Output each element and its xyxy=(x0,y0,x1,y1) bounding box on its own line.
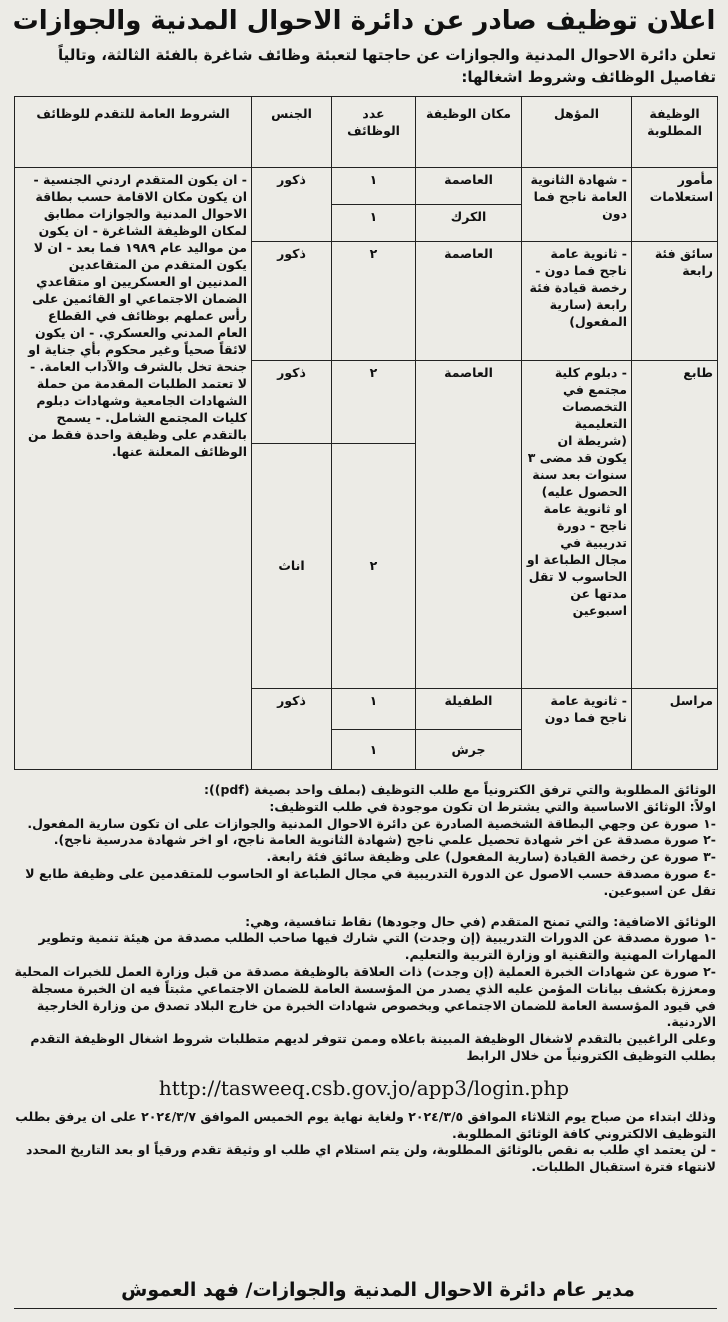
documents-section xyxy=(12,782,716,1176)
job-location: العاصمة xyxy=(416,360,522,688)
header-job: الوظيفة المطلوبة xyxy=(632,97,718,168)
header-qualification: المؤهل xyxy=(522,97,632,168)
job-qualification: - شهادة الثانوية العامة ناجح فما دون xyxy=(522,167,632,242)
job-count: ٢ xyxy=(332,242,416,361)
list-item: -٢ صورة مصدقة عن اخر شهادة تحصيل علمي ناجح (شهادة الثانوية العامة ناجح، او اخر شهادة مدرسية ناجح). xyxy=(53,832,716,848)
header-gender: الجنس xyxy=(252,97,332,168)
header-location: مكان الوظيفة xyxy=(416,97,522,168)
job-title: مراسل xyxy=(632,689,718,770)
job-gender: ذكور xyxy=(252,360,332,443)
job-count: ٢ xyxy=(332,443,416,689)
application-link[interactable]: http://tasweeq.csb.gov.jo/app3/login.php xyxy=(158,1075,570,1100)
header-conditions: الشروط العامة للتقدم للوظائف xyxy=(15,97,252,168)
incomplete-note: - لن يعتمد اي طلب به نقص بالوثائق المطلوبة، ولن يتم استلام اي طلب او وثيقة تقدم ورقياً او بعد التاريخ المحدد لانتهاء فترة استقبال الطلبات. xyxy=(25,1142,716,1175)
signature: مدير عام دائرة الاحوال المدنية والجوازات/ فهد العموش xyxy=(121,1279,635,1301)
application-dates: وذلك ابتداء من صباح يوم الثلاثاء الموافق ٢٠٢٤/٣/٥ ولغاية نهاية يوم الخميس الموافق ٢٠٢٤/٣/٧ على ان يرفق بطلب التوظيف الالكتروني كافة الوثائق المطلوبة. xyxy=(15,1108,716,1141)
job-gender: ذكور xyxy=(252,689,332,770)
job-gender: ذكور xyxy=(252,242,332,361)
jobs-table xyxy=(14,96,718,770)
general-conditions: - ان يكون المتقدم اردني الجنسية - ان يكون مكان الاقامة حسب بطاقة الاحوال المدنية والجوازات مطابق لمكان الوظيفة الشاغرة - ان يكون من مواليد عام ١٩٨٩ فما بعد - ان لا يكون المتقدم من المتقاعدين المدنيين او العسكريين او متقاعدي الضمان الاجتماعي او القائمين على رأس عملهم بوظائف في القطاع العام المدني والعسكري. - ان يكون لائقاً صحياً وغير محكوم بأي جناية او جنحة تخل بالشرف والآداب العامة. - لا تعتمد الطلبات المقدمة من حملة الشهادات الجامعية وشهادات دبلوم كليات المجتمع الشامل. - يسمح بالتقدم على وظيفة واحدة فقط من الوظائف المعلنة عنها. xyxy=(15,167,252,769)
list-item: -١ صورة مصدقة عن الدورات التدريبية (إن وجدت) التي شارك فيها صاحب الطلب مصدقة من هيئة تنمية وتطوير المهارات المهنية والتقنية او وزارة التربية والتعليم. xyxy=(38,930,716,963)
intro-paragraph: تعلن دائرة الاحوال المدنية والجوازات عن حاجتها لتعبئة وظائف شاغرة بالفئة الثالثة، وتالياً تفاصيل الوظائف وشروط اشغالها: xyxy=(58,46,716,86)
job-location: جرش xyxy=(416,729,522,769)
basic-documents-heading: اولاً: الوثائق الاساسية والتي يشترط ان تكون موجودة في طلب التوظيف: xyxy=(269,798,716,814)
list-item: -٣ صورة عن رخصة القيادة (سارية المفعول) على وظيفة سائق فئة رابعة. xyxy=(266,849,716,865)
list-item: -٢ صورة عن شهادات الخبرة العملية (إن وجدت) ذات العلاقة بالوظيفة مصدقة من قبل وزارة العمل للخبرات المحلية ومعززة بكشف بيانات المؤمن عليه الذي يصدر من المؤسسة العامة للضمان الاجتماعي مثبتاً فيه ان الخبرة مسجلة في قيود المؤسسة العامة للضمان الاجتماعي وبخصوص شهادات الخبرة من خارج البلاد تصدق من وزارة الخارجية الاردنية. xyxy=(14,963,716,1030)
job-location: الكرك xyxy=(416,204,522,241)
job-count: ١ xyxy=(332,167,416,204)
job-gender: اناث xyxy=(252,443,332,689)
documents-heading: الوثائق المطلوبة والتي ترفق الكترونياً مع طلب التوظيف (بملف واحد بصيغة (pdf)): xyxy=(204,782,716,797)
job-location: العاصمة xyxy=(416,167,522,204)
table-header-row xyxy=(15,97,718,168)
list-item: -٤ صورة مصدقة حسب الاصول عن الدورة التدريبية في مجال الطباعة او الحاسوب للمتقدمين على وظيفة طابع لا تقل عن اسبوعين. xyxy=(25,865,716,898)
header-count: عدد الوظائف xyxy=(332,97,416,168)
apply-note: وعلى الراغبين بالتقدم لاشغال الوظيفة المبينة باعلاه وممن تتوفر لديهم متطلبات شروط اشغال الوظيفة التقدم بطلب التوظيف الكترونياً من خلال الرابط xyxy=(30,1031,716,1063)
job-qualification: - ثانوية عامة ناجح فما دون xyxy=(522,689,632,770)
job-count: ١ xyxy=(332,689,416,729)
job-qualification: - دبلوم كلية مجتمع في التخصصات التعليمية (شريطة ان يكون قد مضى ٣ سنوات بعد سنة الحصول عليه) او ثانوية عامة ناجح - دورة تدريبية في مجال الطباعة او الحاسوب لا تقل مدتها عن اسبوعين xyxy=(522,360,632,688)
job-count: ١ xyxy=(332,204,416,241)
extra-documents-heading: الوثائق الاضافية: والتي تمنح المتقدم (في حال وجودها) نقاط تنافسية، وهي: xyxy=(245,913,716,929)
job-title: مأمور استعلامات xyxy=(632,167,718,242)
job-title: سائق فئة رابعة xyxy=(632,242,718,361)
job-qualification: - ثانوية عامة ناجح فما دون - رخصة قيادة فئة رابعة (سارية المفعول) xyxy=(522,242,632,361)
job-count: ٢ xyxy=(332,360,416,443)
job-gender: ذكور xyxy=(252,167,332,242)
job-count: ١ xyxy=(332,729,416,769)
table-row xyxy=(15,167,718,204)
job-title: طابع xyxy=(632,360,718,688)
list-item: -١ صورة عن وجهي البطاقة الشخصية الصادرة عن دائرة الاحوال المدنية والجوازات على ان تكون سارية المفعول. xyxy=(27,815,716,831)
page-title: اعلان توظيف صادر عن دائرة الاحوال المدنية والجوازات xyxy=(12,6,716,36)
divider xyxy=(14,1308,717,1309)
job-location: الطفيلة xyxy=(416,689,522,729)
job-location: العاصمة xyxy=(416,242,522,361)
